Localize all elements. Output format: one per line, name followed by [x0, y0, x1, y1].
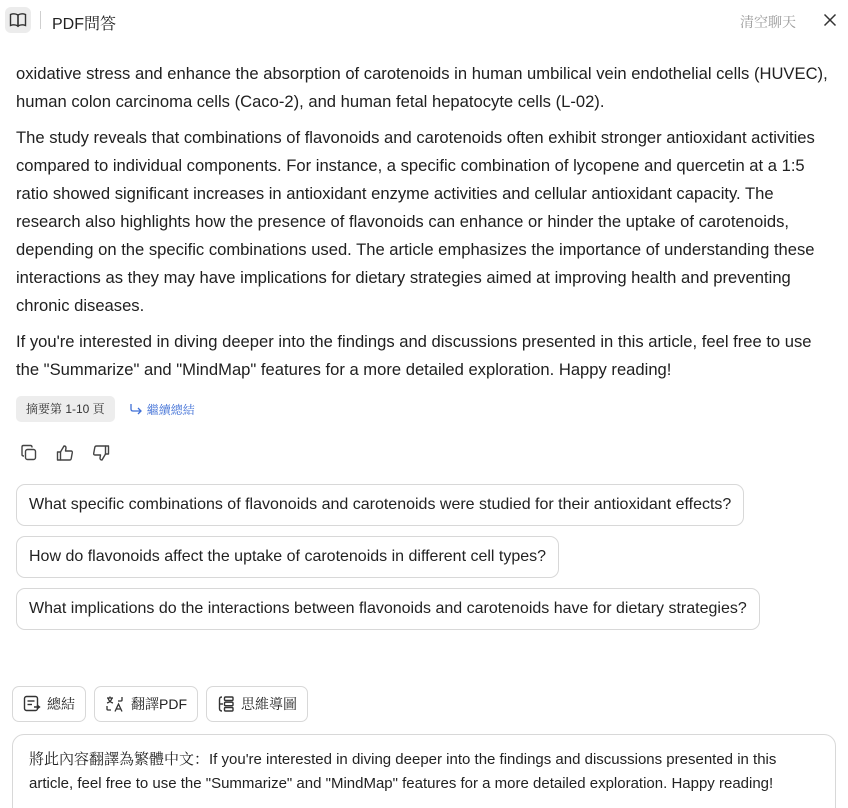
continue-summary-link[interactable] — [129, 401, 195, 418]
close-button[interactable] — [820, 10, 840, 30]
continue-summary-label: 繼續總結 — [146, 402, 195, 417]
forward-arrow-icon — [129, 403, 143, 415]
tool-bar — [12, 686, 308, 722]
summarize-icon — [23, 695, 41, 713]
chat-input[interactable]: 將此內容翻譯為繁體中文：If you're interested in diving deeper into the findings and discussions presented in this article, feel free to use the "Summarize" and "MindMap" features for a more detailed exploration. Happy reading! — [12, 734, 836, 808]
panel-header — [0, 0, 848, 40]
translate-icon — [105, 695, 125, 713]
answer-paragraph: The study reveals that combinations of flavonoids and carotenoids often exhibit stronger antioxidant activities compared to individual components. For instance, a specific combination of lycopene and quercetin at a 1:5 ratio showed significant increases in antioxidant enzyme activities and cellular antioxidant capacity. The research also highlights how the presence of flavonoids can enhance or hinder the uptake of carotenoids, depending on the specific combinations used. The article emphasizes the importance of understanding these interactions as they may have implications for dietary strategies aimed at improving health and preventing chronic diseases. — [16, 128, 815, 315]
translate-pdf-label: 翻譯PDF — [131, 696, 187, 712]
answer-paragraph: If you're interested in diving deeper into the findings and discussions presented in this article, feel free to use the "Summarize" and "MindMap" features for a more detailed exploration. Happy reading! — [16, 332, 812, 379]
mindmap-label: 思維導圖 — [241, 696, 297, 712]
suggested-question[interactable]: What implications do the interactions between flavonoids and carotenoids have for dietary strategies? — [16, 588, 760, 630]
suggested-question[interactable]: How do flavonoids affect the uptake of carotenoids in different cell types? — [16, 536, 559, 578]
message-actions — [18, 442, 112, 464]
copy-button[interactable] — [18, 442, 40, 464]
book-open-icon — [9, 12, 27, 28]
answer-content — [16, 60, 838, 392]
dislike-button[interactable] — [90, 442, 112, 464]
thumbs-up-icon — [56, 444, 74, 462]
answer-paragraph: oxidative stress and enhance the absorption of carotenoids in human umbilical vein endothelial cells (HUVEC), human colon carcinoma cells (Caco-2), and human fetal hepatocyte cells (L-02). — [16, 64, 828, 111]
page-title: PDF問答 — [52, 16, 117, 33]
summarize-label: 總結 — [47, 696, 75, 712]
translate-pdf-button[interactable] — [94, 686, 198, 722]
suggested-question[interactable]: What specific combinations of flavonoids and carotenoids were studied for their antioxidant effects? — [16, 484, 744, 526]
copy-icon — [20, 444, 38, 462]
like-button[interactable] — [54, 442, 76, 464]
summarize-button[interactable] — [12, 686, 86, 722]
mindmap-icon — [217, 695, 235, 713]
thumbs-down-icon — [92, 444, 110, 462]
mindmap-button[interactable] — [206, 686, 308, 722]
book-icon-button[interactable] — [5, 7, 31, 33]
summary-row — [16, 396, 195, 422]
summary-page-tag: 摘要第 1-10 頁 — [16, 396, 115, 422]
header-divider — [40, 11, 41, 29]
clear-chat-button[interactable]: 清空聊天 — [740, 14, 796, 30]
close-icon — [823, 13, 837, 27]
